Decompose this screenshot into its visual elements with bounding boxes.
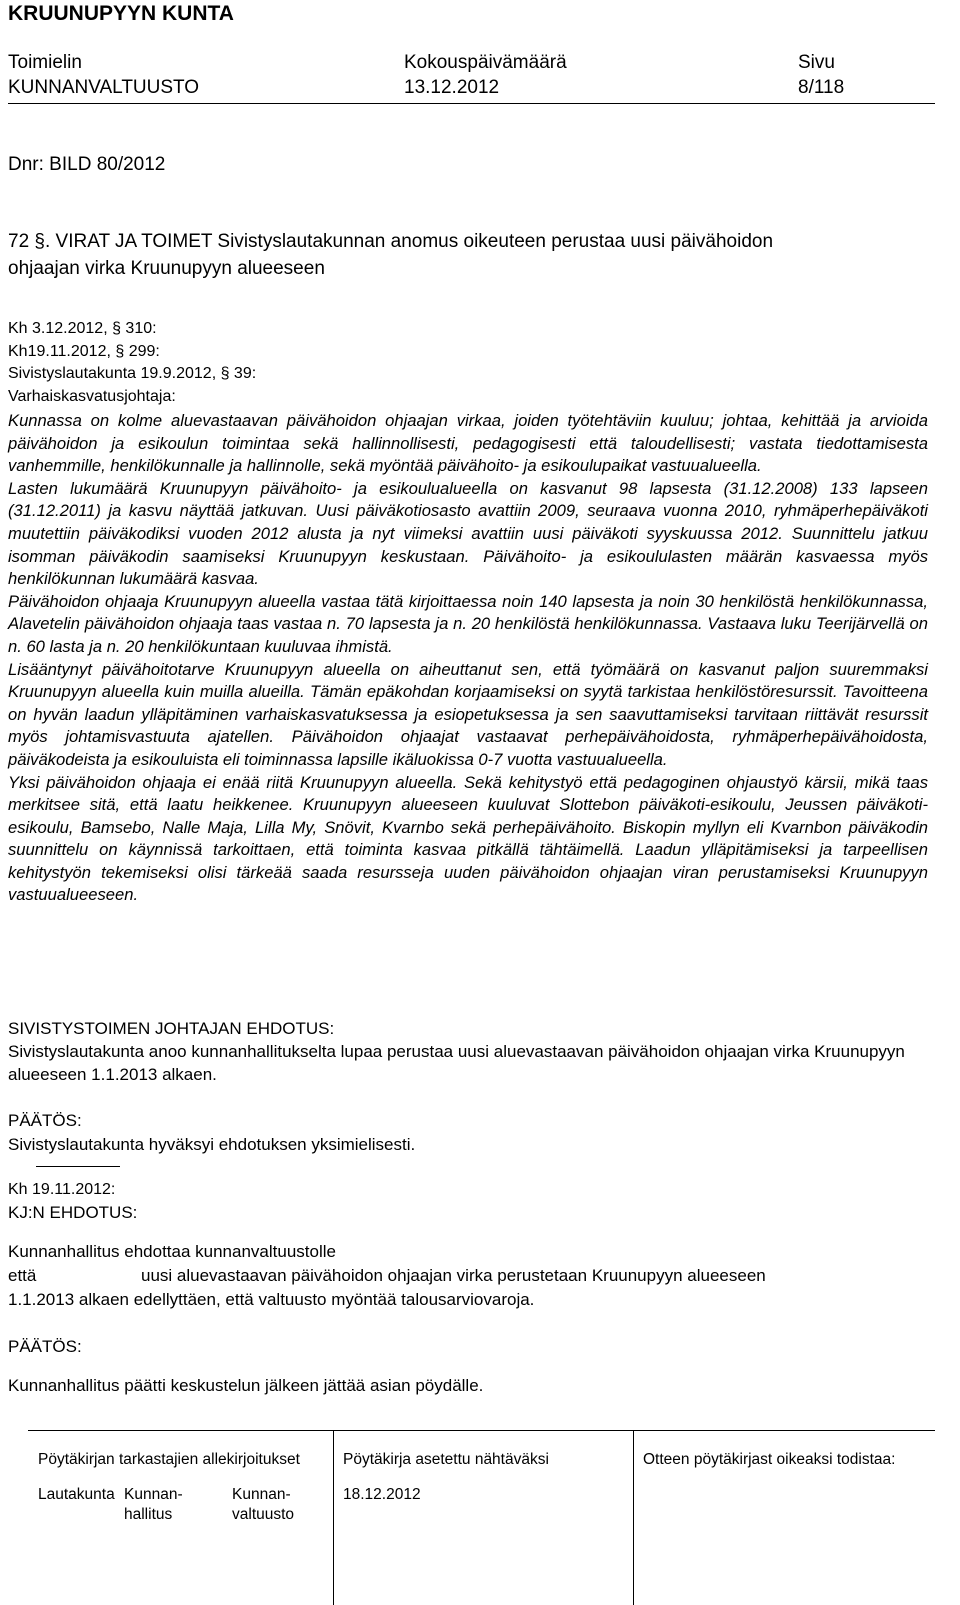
- body-text: [8, 410, 928, 907]
- decision-2-text: Kunnanhallitus päätti keskustelun jälkeen jättää asian pöydälle.: [8, 1376, 484, 1395]
- footer-certified-title: Otteen pöytäkirjast oikeaksi todistaa:: [643, 1451, 896, 1468]
- decision-1-text: Sivistyslautakunta hyväksyi ehdotuksen yksimielisesti.: [8, 1135, 416, 1154]
- proposal-text: Sivistyslautakunta anoo kunnanhallitukselta lupaa perustaa uusi aluevastaavan päivähoidon ohjaajan virka Kruunupyyn alueeseen 1.1.2013 alkaen.: [8, 1042, 905, 1084]
- body-paragraph: Kunnassa on kolme aluevastaavan päivähoidon ohjaajan virkaa, joiden työtehtäviin kuuluu; johtaa, kehittää ja arvioida päivähoidon ja esikoulun toimintaa sekä hallinnollisesti, pedagogisesti että taloudellisesti; vastata tiedottamisesta vanhemmille, henkilökunnalle ja hallinnolle, sekä myöntää päivähoito- ja esikoulupaikat vastuualueella.: [8, 411, 928, 476]
- body-paragraph: Päivähoidon ohjaaja Kruunupyyn alueella vastaa tätä kirjoittaessa noin 140 lapsesta ja noin 30 henkilöstä henkilökunnassa, Alavetelin päivähoidon ohjaaja taas vastaa n. 70 lapsesta ja n. 20 henkilöstä henkilökunnassa. Vastaava luku Teerijärvellä on n. 60 lasta ja n. 20 henkilökuntaan kuuluvaa ihmistä.: [8, 591, 928, 656]
- header-date: [404, 50, 567, 100]
- section-separator: [36, 1166, 120, 1167]
- kj-text-line-1: Kunnanhallitus ehdottaa kunnanvaltuustolle: [8, 1242, 336, 1261]
- footer-signatures-title: Pöytäkirjan tarkastajien allekirjoitukset: [38, 1451, 300, 1468]
- body-paragraph: Yksi päivähoidon ohjaaja ei enää riitä Kruunupyyn alueella. Sekä kehitystyö että pedagoginen ohjaustyö kärsii, mikä taas merkitsee sitä, että laatu heikkenee. Kruunupyyn alueeseen kuuluvat Slottebon päiväkoti-esikoulu, Jeussen päiväkoti-esikoulu, Bamsebo, Nalle Maja, Lilla My, Snövit, Kvarnbo sekä perhepäivähoito. Biskopin myllyn eli Kvarnbon päiväkodin suunnittelu on käynnissä tarkoittaen, että toiminta kasvaa pitkällä tähtäimellä. Laadun ylläpitämiseksi ja tarpeellisen kehitystyön tekemiseksi olisi tärkeää saada resursseja uuden päivähoidon ohjaajan viran perustamiseksi Kruunupyyn vastuualueeseen.: [8, 772, 928, 905]
- kj-text-that: että: [8, 1266, 37, 1285]
- header-body: [8, 50, 199, 100]
- header-body-label: Toimielin: [8, 52, 82, 73]
- footer-column-divider: [333, 1430, 334, 1605]
- body-paragraph: Lasten lukumäärä Kruunupyyn päivähoito- ja esikoulualueella on kasvanut 98 lapsesta (31.12.2008) 133 lapseen (31.12.2011) ja kasvu näyttää jatkuvan. Uusi päiväkotiosasto avattiin 2009, seuraava vuonna 2010, ryhmäperhepäiväkoti muutettiin päiväkodiksi vuoden 2012 alusta ja nyt viimeksi avattiin uusi päiväkoti syyskuussa 2012. Suunnittelu jatkuu isomman päiväkodin saamiseksi Kruunupyyn keskustaan. Päivähoito- ja esikoululasten määrän kasvaessa myös henkilökunnan lukumäärä kasvaa.: [8, 478, 928, 589]
- footer-divider: [28, 1430, 935, 1431]
- proposal-heading: SIVISTYSTOIMEN JOHTAJAN EHDOTUS:: [8, 1019, 335, 1038]
- kj-heading: KJ:N EHDOTUS:: [8, 1203, 138, 1222]
- footer-posted-title: Pöytäkirja asetettu nähtäväksi: [343, 1451, 549, 1468]
- reference-4: Varhaiskasvatusjohtaja:: [8, 387, 176, 405]
- decision-1-heading: PÄÄTÖS:: [8, 1111, 82, 1130]
- reference-3: Sivistyslautakunta 19.9.2012, § 39:: [8, 365, 257, 382]
- section-title-line-1: 72 §. VIRAT JA TOIMET Sivistyslautakunnan anomus oikeuteen perustaa uusi päivähoidon: [8, 231, 774, 252]
- body-paragraph: Lisääntynyt päivähoitotarve Kruunupyyn alueella on aiheuttanut sen, että työmäärä on kasvanut paljon suuremmaksi Kruunupyyn alueella kuin muilla alueilla. Tämän epäkohdan korjaamiseksi on syytä tarkistaa henkilöstöresurssit. Tavoitteena on hyvän laadun ylläpitäminen varhaiskasvatuksessa ja esiopetuksessa ja sen saavuttamiseksi tarvitaan riittävät resurssit myös johtamisvastuuta ajatellen. Päivähoidon ohjaajat vastaavat perhepäivähoidosta, ryhmäperhepäivähoidosta, päiväkodeista ja esikouluista eli toiminnassa lapsille ikäluokissa 0-7 vuotta vastuualueella.: [8, 659, 928, 769]
- footer-posted-date: 18.12.2012: [343, 1486, 421, 1503]
- header-body-value: KUNNANVALTUUSTO: [8, 77, 200, 98]
- decision-2-heading: PÄÄTÖS:: [8, 1337, 82, 1356]
- footer-committee: Lautakunta: [38, 1486, 115, 1503]
- reference-2: Kh19.11.2012, § 299:: [8, 342, 160, 360]
- section-title-line-2: ohjaajan virka Kruunupyyn alueeseen: [8, 258, 325, 279]
- header-divider: [8, 103, 935, 104]
- reference-1: Kh 3.12.2012, § 310:: [8, 320, 157, 337]
- header-date-label: Kokouspäivämäärä: [404, 52, 567, 73]
- kj-text-line-3: 1.1.2013 alkaen edellyttäen, että valtuusto myöntää talousarviovaroja.: [8, 1290, 535, 1309]
- header-page: [798, 50, 844, 100]
- footer-board: Kunnan- hallitus: [124, 1486, 183, 1523]
- kh-date: Kh 19.11.2012:: [8, 1181, 116, 1198]
- dnr: Dnr: BILD 80/2012: [8, 154, 166, 175]
- header-date-value: 13.12.2012: [404, 77, 500, 98]
- organization-name: KRUUNUPYYN KUNTA: [8, 2, 234, 25]
- kj-text-line-2: uusi aluevastaavan päivähoidon ohjaajan virka perustetaan Kruunupyyn alueeseen: [141, 1266, 766, 1285]
- header-page-label: Sivu: [798, 52, 835, 73]
- references: [8, 318, 256, 408]
- header-page-value: 8/118: [798, 77, 845, 98]
- footer-column-divider: [633, 1430, 634, 1605]
- footer-council: Kunnan- valtuusto: [232, 1486, 295, 1523]
